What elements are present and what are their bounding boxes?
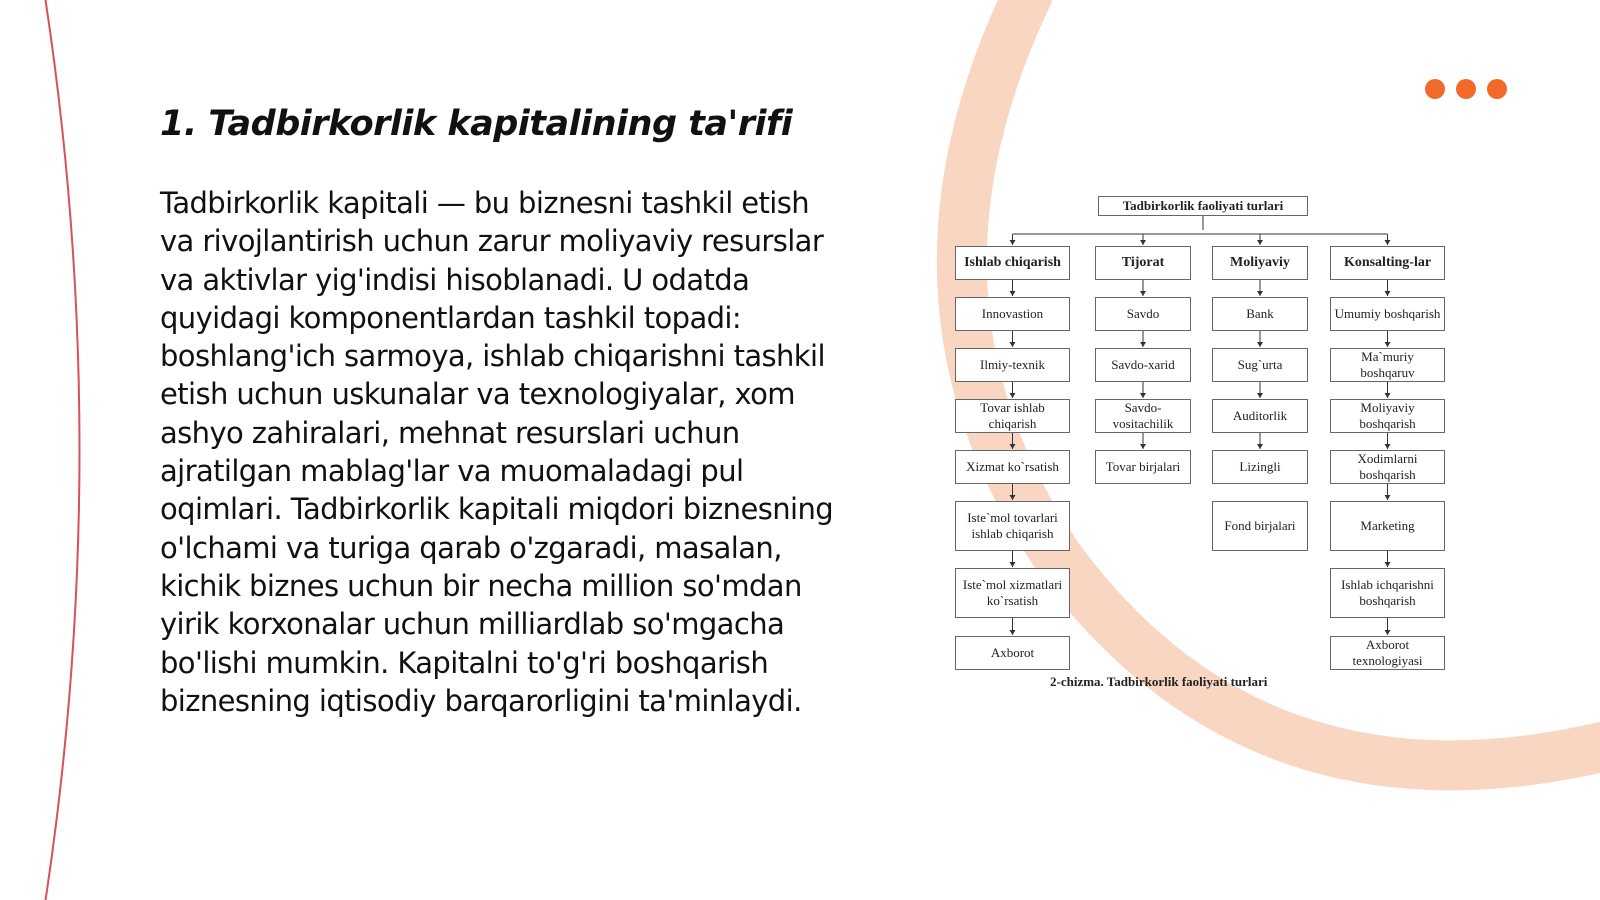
arrow-head bbox=[1385, 630, 1391, 635]
slide-body-text: Tadbirkorlik kapitali — bu biznesni tashkil etish va rivojlantirish uchun zarur moliyaviy resurslar va aktivlar yig'indisi hisoblanadi. U odatda quyidagi komponentlardan tashkil topadi: boshlang'ich sarmoya, ishlab chiqarishni tashkil etish uchun uskunalar va texnologiyalar, xom ashyo zahiralari, mehnat resurslari uchun ajratilgan mablag'lar va muomaladagi pul oqimlari. Tadbirkorlik kapitali miqdori biznesning o'lchami va turiga qarab o'zgaradi, masalan, kichik biznes uchun bir necha million so'mdan yirik korxonalar uchun milliardlab so'mgacha bo'lishi mumkin. Kapitalni to'g'ri boshqarish biznesning iqtisodiy barqarorligini ta'minlaydi. bbox=[160, 186, 834, 718]
diagram-item-box: Xizmat ko`rsatish bbox=[955, 450, 1070, 484]
diagram-item-box: Iste`mol xizmatlari ko`rsatish bbox=[955, 568, 1070, 618]
diagram-item-box: Umumiy boshqarish bbox=[1330, 297, 1445, 331]
arrow-head bbox=[1010, 444, 1016, 449]
arrow-head bbox=[1257, 393, 1263, 398]
diagram-item-box: Fond birjalari bbox=[1212, 501, 1308, 551]
arrow-head bbox=[1010, 393, 1016, 398]
dot-icon bbox=[1456, 79, 1476, 99]
diagram-item-box: Auditorlik bbox=[1212, 399, 1308, 433]
arrow-head bbox=[1385, 291, 1391, 296]
arrow-head bbox=[1257, 291, 1263, 296]
diagram-root-box: Tadbirkorlik faoliyati turlari bbox=[1098, 196, 1308, 216]
dot-icon bbox=[1425, 79, 1445, 99]
arrow-head bbox=[1385, 495, 1391, 500]
diagram-item-box: Marketing bbox=[1330, 501, 1445, 551]
diagram-column-head: Moliyaviy bbox=[1212, 246, 1308, 280]
diagram-column-head: Konsalting-lar bbox=[1330, 246, 1445, 280]
arrow-head bbox=[1140, 342, 1146, 347]
diagram-item-box: Sug`urta bbox=[1212, 348, 1308, 382]
arrow-head bbox=[1140, 444, 1146, 449]
diagram-item-box: Ishlab ichqarishni boshqarish bbox=[1330, 568, 1445, 618]
arrow-head bbox=[1010, 562, 1016, 567]
arrow-head bbox=[1010, 495, 1016, 500]
diagram-item-box: Iste`mol tovarlari ishlab chiqarish bbox=[955, 501, 1070, 551]
diagram-item-box: Axborot texnologiyasi bbox=[1330, 636, 1445, 670]
diagram-item-box: Bank bbox=[1212, 297, 1308, 331]
diagram-item-box: Savdo-vositachilik bbox=[1095, 399, 1191, 433]
diagram-item-box: Innovastion bbox=[955, 297, 1070, 331]
diagram-item-box: Savdo bbox=[1095, 297, 1191, 331]
arrow-head bbox=[1385, 342, 1391, 347]
diagram-item-box: Axborot bbox=[955, 636, 1070, 670]
arrow-head bbox=[1385, 444, 1391, 449]
diagram-item-box: Tovar birjalari bbox=[1095, 450, 1191, 484]
diagram-item-box: Moliyaviy boshqarish bbox=[1330, 399, 1445, 433]
arrow-head bbox=[1385, 562, 1391, 567]
diagram-caption: 2-chizma. Tadbirkorlik faoliyati turlari bbox=[1050, 674, 1268, 689]
arrow-head bbox=[1010, 240, 1016, 245]
arrow-head bbox=[1010, 342, 1016, 347]
arrow-head bbox=[1010, 630, 1016, 635]
activity-types-diagram bbox=[950, 196, 1450, 696]
dot-icon bbox=[1487, 79, 1507, 99]
arrow-head bbox=[1257, 240, 1263, 245]
diagram-item-box: Tovar ishlab chiqarish bbox=[955, 399, 1070, 433]
arrow-head bbox=[1257, 444, 1263, 449]
diagram-column-head: Ishlab chiqarish bbox=[955, 246, 1070, 280]
arrow-head bbox=[1140, 240, 1146, 245]
diagram-item-box: Ma`muriy boshqaruv bbox=[1330, 348, 1445, 382]
arrow-head bbox=[1010, 291, 1016, 296]
menu-dots bbox=[1425, 79, 1507, 99]
arrow-head bbox=[1257, 342, 1263, 347]
diagram-column-head: Tijorat bbox=[1095, 246, 1191, 280]
decorative-left-line bbox=[44, 0, 80, 900]
diagram-item-box: Xodimlarni boshqarish bbox=[1330, 450, 1445, 484]
arrow-head bbox=[1140, 393, 1146, 398]
diagram-item-box: Ilmiy-texnik bbox=[955, 348, 1070, 382]
arrow-head bbox=[1385, 240, 1391, 245]
diagram-item-box: Lizingli bbox=[1212, 450, 1308, 484]
arrow-head bbox=[1140, 291, 1146, 296]
diagram-item-box: Savdo-xarid bbox=[1095, 348, 1191, 382]
slide-title: 1. Tadbirkorlik kapitalining ta'rifi bbox=[160, 104, 793, 144]
arrow-head bbox=[1385, 393, 1391, 398]
